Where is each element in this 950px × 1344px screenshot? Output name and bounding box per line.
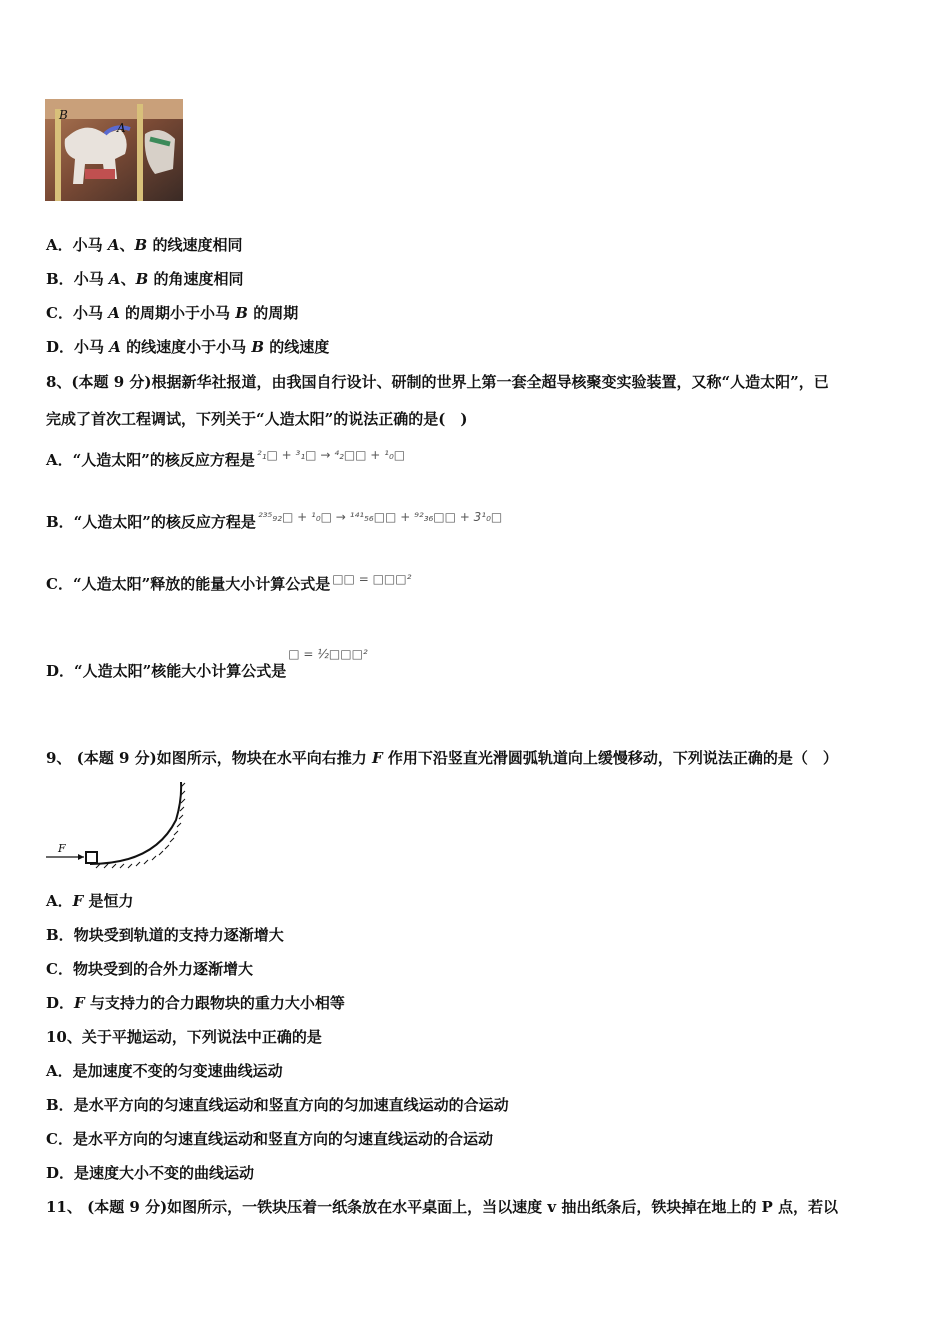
q9-stem: 9、 (本题 9 分)如图所示，物块在水平向右推力 F 作用下沿竖直光滑圆弧轨道向上缓慢移动，下列说法正确的是（ ） — [46, 749, 838, 767]
q10-option-d: D．是速度大小不变的曲线运动 — [46, 1164, 255, 1182]
q8-formula-a: ²₁□ + ³₁□ → ⁴₂□□ + ¹₀□ — [256, 448, 406, 462]
photo-label-a: A — [117, 121, 126, 135]
q10-option-c: C．是水平方向的匀速直线运动和竖直方向的匀速直线运动的合运动 — [46, 1130, 493, 1148]
q10-option-b: B．是水平方向的匀速直线运动和竖直方向的匀加速直线运动的合运动 — [46, 1096, 509, 1114]
q8-option-d: D．“人造太阳”核能大小计算公式是□ = ½□□□² — [46, 661, 368, 682]
q9-option-c: C．物块受到的合外力逐渐增大 — [46, 960, 253, 978]
q9-option-a: A．F 是恒力 — [46, 892, 134, 910]
q8-option-b: B．“人造太阳”的核反应方程是 ²³⁵₉₂□ + ¹₀□ → ¹⁴¹₅₆□□ + ⁹²₃₆□□ + 3¹₀□ — [46, 512, 502, 533]
q7-option-a: A．小马 A、B 的线速度相同 — [46, 236, 243, 254]
q9-option-d: D．F 与支持力的合力跟物块的重力大小相等 — [46, 994, 345, 1012]
q8-stem-line1: 8、(本题 9 分)根据新华社报道，由我国自行设计、研制的世界上第一套全超导核聚变实验装置，又称“人造太阳”，已 — [46, 373, 829, 391]
q10-stem: 10、关于平抛运动，下列说法中正确的是 — [46, 1028, 322, 1046]
q9-option-b: B．物块受到轨道的支持力逐渐增大 — [46, 926, 284, 944]
q8-option-c: C．“人造太阳”释放的能量大小计算公式是 □□ = □□□² — [46, 574, 411, 595]
q7-option-d: D．小马 A 的线速度小于小马 B 的线速度 — [46, 338, 330, 356]
q8-formula-c: □□ = □□□² — [332, 572, 412, 586]
q7-option-b: B．小马 A、B 的角速度相同 — [46, 270, 244, 288]
q8-option-a: A．“人造太阳”的核反应方程是 ²₁□ + ³₁□ → ⁴₂□□ + ¹₀□ — [46, 450, 405, 471]
force-label-f: F — [58, 842, 66, 855]
q11-stem: 11、 (本题 9 分)如图所示，一铁块压着一纸条放在水平桌面上，当以速度 v 抽出纸条后，铁块掉在地上的 P 点，若以 — [46, 1198, 839, 1216]
q8-formula-b: ²³⁵₉₂□ + ¹₀□ → ¹⁴¹₅₆□□ + ⁹²₃₆□□ + 3¹₀□ — [257, 510, 503, 524]
q8-formula-d: □ = ½□□□² — [288, 647, 368, 661]
carousel-photo — [45, 99, 183, 201]
photo-label-b: B — [59, 108, 68, 122]
q8-stem-line2: 完成了首次工程调试，下列关于“人造太阳”的说法正确的是( ) — [46, 410, 468, 428]
q10-option-a: A．是加速度不变的匀变速曲线运动 — [46, 1062, 283, 1080]
arc-track-diagram — [44, 780, 194, 870]
q7-option-c: C．小马 A 的周期小于小马 B 的周期 — [46, 304, 299, 322]
